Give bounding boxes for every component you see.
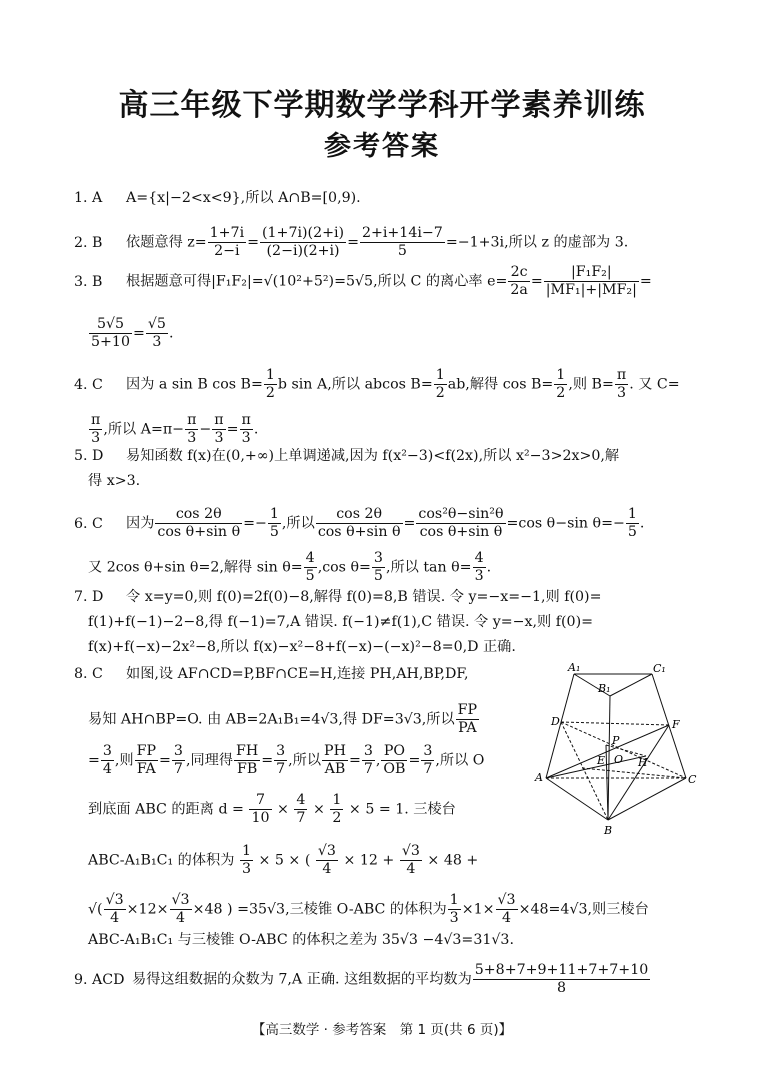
label-B: B (604, 824, 613, 837)
fraction: $\frac{FP}{FA}$ (136, 743, 157, 777)
fraction: $\frac{1}{3}$ (241, 843, 251, 877)
fraction: $\frac{√3}{4}$ (105, 892, 124, 926)
fraction: $\frac{\cos 2\theta}{\text{cos θ+sin θ}}$ (157, 506, 241, 540)
fraction: $\frac{\pi}{3}$ (214, 412, 224, 446)
fraction: $\frac{PH}{AB}$ (324, 743, 346, 777)
label-H: H (638, 756, 648, 769)
fraction: $\frac{√3}{4}$ (171, 892, 190, 926)
fraction: $\frac{2+i+14i-7}{5}$ (361, 225, 443, 259)
label-A1: A₁ (568, 661, 581, 674)
fraction: $\frac{1}{2}$ (265, 367, 275, 401)
answer-6: 6. C 因为 $\frac{\cos 2\theta}{\text{cos θ+sin θ}}$ =− $\frac{1}{5}$ ,所以 $\frac{\cos 2\theta}{\text{cos θ+sin θ}}$ = $\frac{\text{cos²θ−sin²θ}}{\text{cos θ+sin θ}}$ =cos θ−sin θ=− $\frac{1}{5}$ . (74, 506, 645, 540)
answer-number: 6. C (74, 515, 103, 532)
fraction: $\frac{1}{5}$ (269, 506, 279, 540)
fraction: $\frac{1}{2}$ (435, 367, 445, 401)
answer-8-line6: √( $\frac{√3}{4}$ ×12× $\frac{√3}{4}$ ×48 ) =35√3,三棱锥 O-ABC 的体积为 $\frac{1}{3}$ ×1× $\frac{√3}{4}$ ×48=4√3,则三棱台 (88, 892, 649, 926)
answer-8: 8. C 如图,设 AF∩CD=P,BF∩CE=H,连接 PH,AH,BP,DF, (74, 666, 469, 682)
answer-8-line7: ABC-A₁B₁C₁ 与三棱锥 O-ABC 的体积之差为 35√3 −4√3=31√3. (88, 932, 514, 948)
fraction: $\frac{3}{7}$ (363, 743, 373, 777)
fraction: $\frac{\cos 2\theta}{\text{cos θ+sin θ}}$ (317, 506, 401, 540)
fraction: $\frac{4}{5}$ (305, 550, 315, 584)
answer-7 (74, 587, 601, 607)
answer-text: 令 x=y=0,则 f(0)=2f(0)−8,解得 f(0)=8,B 错误. 令 y=−x=−1,则 f(0)= (126, 589, 602, 605)
fraction: $\frac{3}{4}$ (102, 743, 112, 777)
answer-4: 4. C 因为 a sin B cos B= $\frac{1}{2}$ b sin A,所以 abcos B= $\frac{1}{2}$ ab,解得 cos B= $\frac{1}{2}$ ,则 B= $\frac{\pi}{3}$ . 又 C= (74, 367, 680, 401)
answer-1 (74, 188, 361, 208)
fraction: $\frac{√3}{4}$ (317, 843, 336, 877)
answer-5-cont (88, 471, 140, 491)
answer-text: 得 x>3. (88, 473, 141, 489)
answer-4-cont: $\frac{\pi}{3}$ ,所以 A=π− $\frac{\pi}{3}$ − $\frac{\pi}{3}$ = $\frac{\pi}{3}$ . (91, 412, 259, 446)
label-C: C (688, 773, 697, 786)
fraction: $\frac{√5}{3}$ (147, 316, 166, 350)
fraction: $\frac{\pi}{3}$ (91, 412, 101, 446)
label-E: E (597, 754, 606, 767)
fraction: $\frac{\pi}{3}$ (187, 412, 197, 446)
label-B1: B₁ (598, 682, 611, 695)
label-O: O (614, 753, 624, 766)
fraction: $\frac{PO}{OB}$ (383, 743, 406, 777)
fraction: $\frac{1}{2}$ (332, 792, 342, 826)
fraction: $\frac{2c}{2a}$ (510, 264, 528, 298)
label-P: P (612, 734, 620, 747)
fraction: $\frac{\pi}{3}$ (241, 412, 251, 446)
fraction: $\frac{√3}{4}$ (497, 892, 516, 926)
fraction: $\frac{\text{|F₁F₂|}}{\text{|MF₁|+|MF₂|}}$ (545, 264, 637, 298)
fraction: $\frac{3}{7}$ (423, 743, 433, 777)
fraction: $\frac{(1+7i)(2+i)}{(2-i)(2+i)}$ (262, 225, 345, 259)
fraction: $\frac{3}{5}$ (373, 550, 383, 584)
answer-3: 3. B 根据题意可得|F₁F₂|=√(10²+5²)=5√5,所以 C 的离心率 e= $\frac{2c}{2a}$ = $\frac{\text{|F₁F₂|}}{\text{|MF₁|+|MF₂|}}$ = (74, 264, 652, 298)
answer-8-line5: ABC-A₁B₁C₁ 的体积为 $\frac{1}{3}$ × 5 × ( $\frac{√3}{4}$ × 12 + $\frac{√3}{4}$ × 48 + (88, 843, 479, 877)
answer-8-line2: 易知 AH∩BP=O. 由 AB=2A₁B₁=4√3,得 DF=3√3,所以 $\frac{FP}{PA}$ (88, 702, 478, 736)
fraction: $\frac{5+8+7+9+11+7+7+10}{8}$ (474, 962, 649, 996)
fraction: $\frac{\pi}{3}$ (616, 367, 627, 401)
answer-9: 9. ACD 易得这组数据的众数为 7,A 正确. 这组数据的平均数为 $\frac{5+8+7+9+11+7+7+10}{8}$ (74, 962, 649, 996)
answer-8-line4: 到底面 ABC 的距离 d = $\frac{7}{10}$ × $\frac{4}{7}$ × $\frac{1}{2}$ × 5 = 1. 三棱台 (88, 792, 456, 826)
answer-text: A={x|−2<x<9},所以 A∩B=[0,9). (126, 190, 361, 206)
answer-number: 9. ACD (74, 971, 125, 988)
answer-2: 2. B 依题意得 z= $\frac{1+7i}{2-i}$ = $\frac{(1+7i)(2+i)}{(2-i)(2+i)}$ = $\frac{2+i+14i-7}{5}$ =−1+3i,所以 z 的虚部为 3. (74, 225, 629, 259)
fraction: $\frac{1}{2}$ (556, 367, 566, 401)
fraction: $\frac{√3}{4}$ (401, 843, 420, 877)
answer-text: 易知函数 f(x)在(0,+∞)上单调递减,因为 f(x²−3)<f(2x),所以 x²−3>2x>0,解 (126, 448, 620, 464)
answer-5 (74, 446, 619, 466)
fraction: $\frac{3}{7}$ (276, 743, 286, 777)
answer-text: 根据题意可得|F₁F₂|=√(10²+5²)=5√5,所以 C 的离心率 e= (126, 273, 508, 290)
fraction: $\frac{4}{7}$ (296, 792, 306, 826)
frustum-figure (534, 660, 704, 840)
fraction: $\frac{5√5}{5+10}$ (91, 316, 130, 350)
answer-7-line2: f(1)+f(−1)−2−8,得 f(−1)=7,A 错误. f(−1)≠f(1),C 错误. 令 y=−x,则 f(0)= (88, 614, 593, 630)
fraction: $\frac{FH}{FB}$ (236, 743, 259, 777)
fraction: $\frac{1}{3}$ (449, 892, 459, 926)
label-C1: C₁ (653, 662, 666, 675)
fraction: $\frac{1+7i}{2-i}$ (209, 225, 245, 259)
label-D: D (551, 715, 560, 728)
fraction: $\frac{\text{cos²θ−sin²θ}}{\text{cos θ+sin θ}}$ (418, 506, 504, 540)
label-A: A (535, 771, 543, 784)
fraction: $\frac{4}{3}$ (474, 550, 484, 584)
answer-text: =−1+3i,所以 z 的虚部为 3. (445, 234, 629, 251)
answer-number: 7. D (74, 589, 104, 605)
answer-3-cont: $\frac{5√5}{5+10}$ = $\frac{√5}{3}$ . (91, 316, 174, 350)
fraction: $\frac{FP}{PA}$ (457, 702, 478, 736)
page-title: 高三年级下学期数学学科开学素养训练 (118, 88, 646, 123)
answer-number: 8. C (74, 666, 103, 682)
fraction: $\frac{3}{7}$ (173, 743, 183, 777)
answer-8-line3: = $\frac{3}{4}$ ,则 $\frac{FP}{FA}$ = $\frac{3}{7}$ ,同理得 $\frac{FH}{FB}$ = $\frac{3}{7}$ ,所以 $\frac{PH}{AB}$ = $\frac{3}{7}$ , $\frac{PO}{OB}$ = $\frac{3}{7}$ ,所以 O (88, 743, 485, 777)
answer-number: 1. A (74, 190, 103, 206)
answer-number: 5. D (74, 448, 104, 464)
fraction: $\frac{7}{10}$ (251, 792, 270, 826)
answer-7-line3: f(x)+f(−x)−2x²−8,所以 f(x)−x²−8+f(−x)−(−x)²−8=0,D 正确. (88, 639, 516, 655)
answer-number: 2. B (74, 234, 103, 251)
page-subtitle: 参考答案 (324, 131, 440, 162)
answer-number: 3. B (74, 273, 103, 290)
answer-6-cont: 又 2cos θ+sin θ=2,解得 sin θ= $\frac{4}{5}$ ,cos θ= $\frac{3}{5}$ ,所以 tan θ= $\frac{4}{3}$ . (88, 550, 492, 584)
label-F: F (672, 718, 680, 731)
answer-number: 4. C (74, 376, 103, 393)
answer-text: 依题意得 z= (126, 234, 207, 251)
page-footer: 【高三数学 · 参考答案 第 1 页(共 6 页)】 (251, 1022, 513, 1038)
fraction: $\frac{1}{5}$ (627, 506, 637, 540)
